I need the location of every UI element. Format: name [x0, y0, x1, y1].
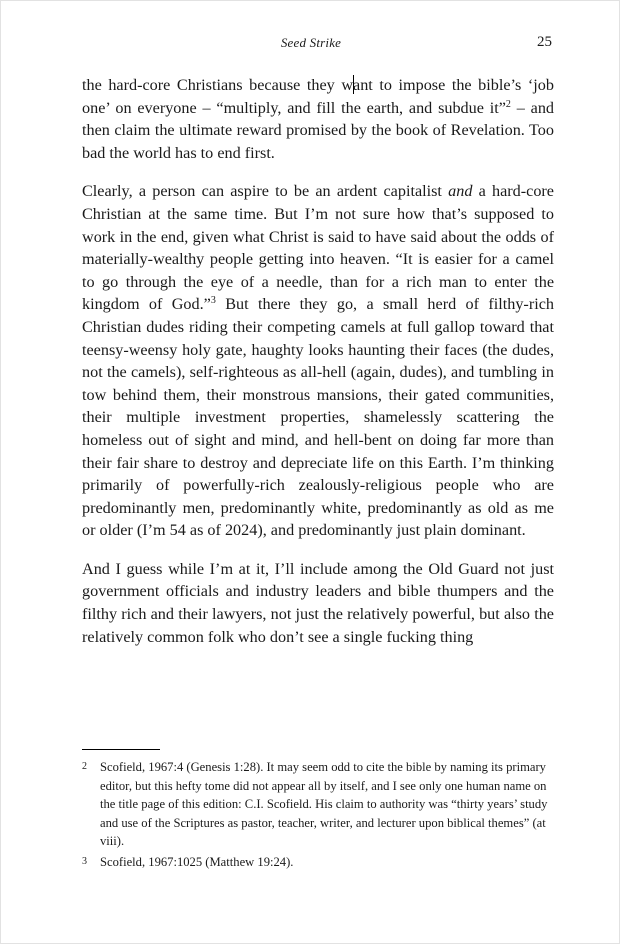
paragraph-2-text-a: Clearly, a person can aspire to be an ardent capitalist [82, 182, 449, 201]
paragraph-1-text-c: – and then claim the ultimate reward promised by the book of Revelation. Too bad the world has to end first. [82, 98, 555, 162]
paragraph-2-text-b: a hard-core Christian at the same time. But I’m not sure how that’s supposed to work in the end, given what Christ is said to have said about the odds of materially-wealthy people getting into heaven. “It is easier for a camel to go through the eye of a needle, than for a rich man to enter the kingdom of God.” [82, 182, 554, 314]
paragraph-3[interactable] [82, 558, 554, 648]
body-text[interactable] [82, 74, 554, 664]
footnote [82, 758, 554, 851]
paragraph-2[interactable] [82, 180, 554, 542]
paragraph-2-text-c: But there they go, a small herd of filthy-rich Christian dudes riding their competing camels at full gallop toward that teensy-weensy holy gate, haughty looks haunting their faces (the dudes, not the camels), self-righteous as all-hell (again, dudes), and tumbling in tow behind them, their monstrous mansions, their gated communities, their multiple investment properties, shamelessly scattering the homeless out of sight and mind, and hell-bent on doing far more than their fair share to destroy and depreciate life on this Earth. I’m thinking primarily of powerfully-rich zealously-religious people who are predominantly men, predominantly white, predominantly as old as me or older (I’m 54 as of 2024), and predominantly just plain dominant. [82, 295, 554, 540]
page-number: 25 [537, 34, 552, 50]
running-header-title: Seed Strike [280, 35, 342, 50]
paragraph-1[interactable] [82, 74, 554, 164]
footnote-text: Scofield, 1967:4 (Genesis 1:28). It may seem odd to cite the bible by naming its primary editor, but this hefty tome did not appear all by itself, and I see only one human name on the title page of this edition: C.I. Scofield. His claim to authority was “thirty years’ study and use of the Scriptures as pastor, teacher, writer, and lecturer upon biblical themes” (at viii). [100, 760, 548, 848]
paragraph-2-emphasis: and [448, 182, 473, 201]
footnote [82, 853, 554, 872]
footnotes [82, 758, 554, 873]
paragraph-1-text-b: ant to impose the bible’s ‘job one’ on everyone – “multiply, and fill the earth, and subdue it” [82, 76, 554, 117]
footnote-mark: 3 [82, 855, 87, 867]
footnote-text: Scofield, 1967:1025 (Matthew 19:24). [100, 854, 294, 869]
footnote-divider [82, 749, 160, 750]
paragraph-1-text-a: the hard-core Christians because they w [82, 76, 354, 94]
footnote-ref-3[interactable]: 3 [210, 295, 216, 307]
paragraph-3-text: And I guess while I’m at it, I’ll include among the Old Guard not just government officials and industry leaders and bible thumpers and the filthy rich and their lawyers, not just the relatively powerful, but also the relatively common folk who don’t see a single fucking thing [82, 559, 554, 646]
footnote-ref-2[interactable]: 2 [505, 98, 511, 110]
footnote-mark: 2 [82, 761, 87, 772]
